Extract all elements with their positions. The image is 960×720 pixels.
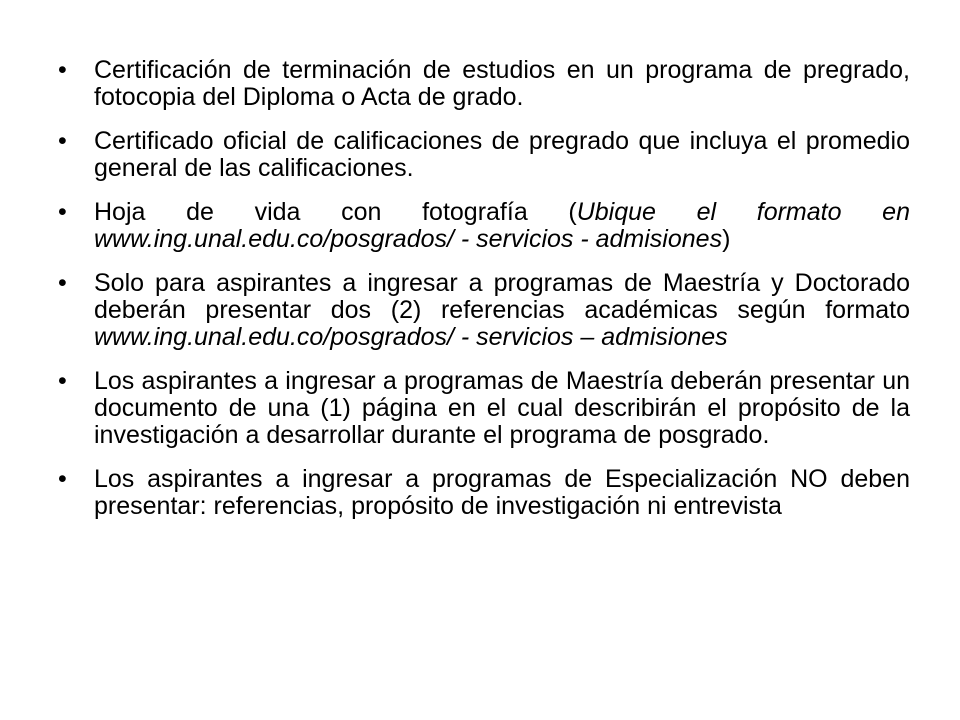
- bullet-icon: •: [58, 127, 67, 155]
- list-item-maestria: [58, 368, 910, 449]
- list-item-text: Solo para aspirantes a ingresar a programas de Maestría y Doctorado deberán presentar dos (2) referencias académicas según formato: [94, 269, 910, 324]
- bullet-icon: •: [58, 56, 67, 84]
- list-item-italic-link-text: Ubique el formato en www.ing.unal.edu.co/posgrados/ - servicios - admisiones: [94, 198, 910, 253]
- requirements-list: [58, 57, 910, 520]
- list-item-text: Los aspirantes a ingresar a programas de Maestría deberán presentar un documento de una (1) página en el cual describirán el propósito de la investigación a desarrollar durante el programa de posgrado.: [94, 367, 910, 449]
- bullet-icon: •: [58, 269, 67, 297]
- list-item-text-end: ): [722, 225, 731, 253]
- list-item-certificacion: [58, 57, 910, 111]
- bullet-icon: •: [58, 198, 67, 226]
- list-item-especializacion: [58, 466, 910, 520]
- bullet-icon: •: [58, 465, 67, 493]
- bullet-icon: •: [58, 367, 67, 395]
- list-item-calificaciones: [58, 128, 910, 182]
- list-item-text: Hoja de vida con fotografía (: [94, 198, 577, 226]
- list-item-text: Certificación de terminación de estudios en un programa de pregrado, fotocopia del Diploma o Acta de grado.: [94, 56, 910, 111]
- list-item-referencias: [58, 270, 910, 351]
- list-item-hoja-de-vida: [58, 199, 910, 253]
- list-item-text: Certificado oficial de calificaciones de pregrado que incluya el promedio general de las calificaciones.: [94, 127, 910, 182]
- list-item-text: Los aspirantes a ingresar a programas de Especialización NO deben presentar: referencias, propósito de investigación ni entrevista: [94, 465, 910, 520]
- list-item-italic-link-text: www.ing.unal.edu.co/posgrados/ - servicios – admisiones: [94, 323, 728, 351]
